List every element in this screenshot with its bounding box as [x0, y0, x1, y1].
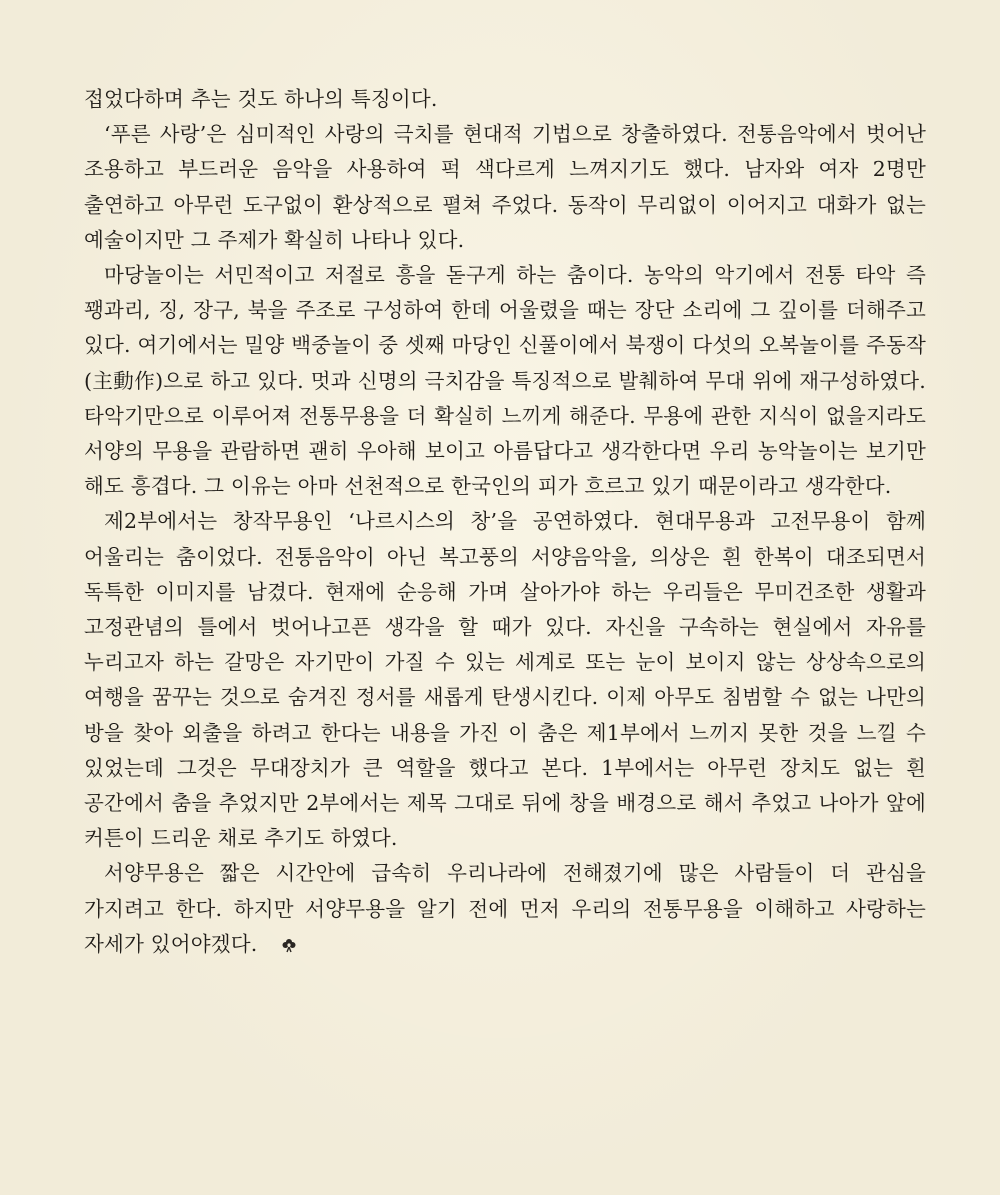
paragraph-conclusion	[84, 856, 926, 962]
article-body	[84, 82, 926, 962]
paragraph-part-two: 제2부에서는 창작무용인 ‘나르시스의 창’을 공연하였다. 현대무용과 고전무용이 함께 어울리는 춤이었다. 전통음악이 아닌 복고풍의 서양음악을, 의상은 흰 한복이 대조되면서 독특한 이미지를 남겼다. 현재에 순응해 가며 살아가야 하는 우리들은 무미건조한 생활과 고정관념의 틀에서 벗어나고픈 생각을 할 때가 있다. 자신을 구속하는 현실에서 자유를 누리고자 하는 갈망은 자기만이 가질 수 있는 세계로 또는 눈이 보이지 않는 상상속으로의 여행을 꿈꾸는 것으로 숨겨진 정서를 새롭게 탄생시킨다. 이제 아무도 침범할 수 없는 나만의 방을 찾아 외출을 하려고 한다는 내용을 가진 이 춤은 제1부에서 느끼지 못한 것을 느낄 수 있었는데 그것은 무대장치가 큰 역할을 했다고 본다. 1부에서는 아무런 장치도 없는 흰 공간에서 춤을 추었지만 2부에서는 제목 그대로 뒤에 창을 배경으로 해서 추었고 나아가 앞에 커튼이 드리운 채로 추기도 하였다.	[84, 509, 926, 851]
paragraph-madangnori: 마당놀이는 서민적이고 저절로 흥을 돋구게 하는 춤이다. 농악의 악기에서 전통 타악 즉 꽹과리, 징, 장구, 북을 주조로 구성하여 한데 어울렸을 때는 장단 소리에 그 깊이를 더해주고 있다. 여기에서는 밀양 백중놀이 중 셋째 마당인 신풀이에서 북쟁이 다섯의 오복놀이를 주동작(主動作)으로 하고 있다. 멋과 신명의 극치감을 특징적으로 발췌하여 무대 위에 재구성하였다. 타악기만으로 이루어져 전통무용을 더 확실히 느끼게 해준다. 무용에 관한 지식이 없을지라도 서양의 무용을 관람하면 괜히 우아해 보이고 아름답다고 생각한다면 우리 농악놀이는 보기만 해도 흥겹다. 그 이유는 아마 선천적으로 한국인의 피가 흐르고 있기 때문이라고 생각한다.	[84, 263, 926, 499]
paragraph-continuation: 접었다하며 추는 것도 하나의 특징이다.	[84, 87, 438, 111]
paragraph-blue-love: ‘푸른 사랑’은 심미적인 사랑의 극치를 현대적 기법으로 창출하였다. 전통음악에서 벗어난 조용하고 부드러운 음악을 사용하여 퍽 색다르게 느껴지기도 했다. 남자와 여자 2명만 출연하고 아무런 도구없이 환상적으로 펼쳐 주었다. 동작이 무리없이 이어지고 대화가 없는 예술이지만 그 주제가 확실히 나타나 있다.	[84, 122, 926, 252]
paragraph-conclusion-text: 서양무용은 짧은 시간안에 급속히 우리나라에 전해졌기에 많은 사람들이 더 관심을 가지려고 한다. 하지만 서양무용을 알기 전에 먼저 우리의 전통무용을 이해하고 사랑하는 자세가 있어야겠다.	[84, 861, 926, 956]
flower-ornament-icon	[261, 929, 277, 945]
